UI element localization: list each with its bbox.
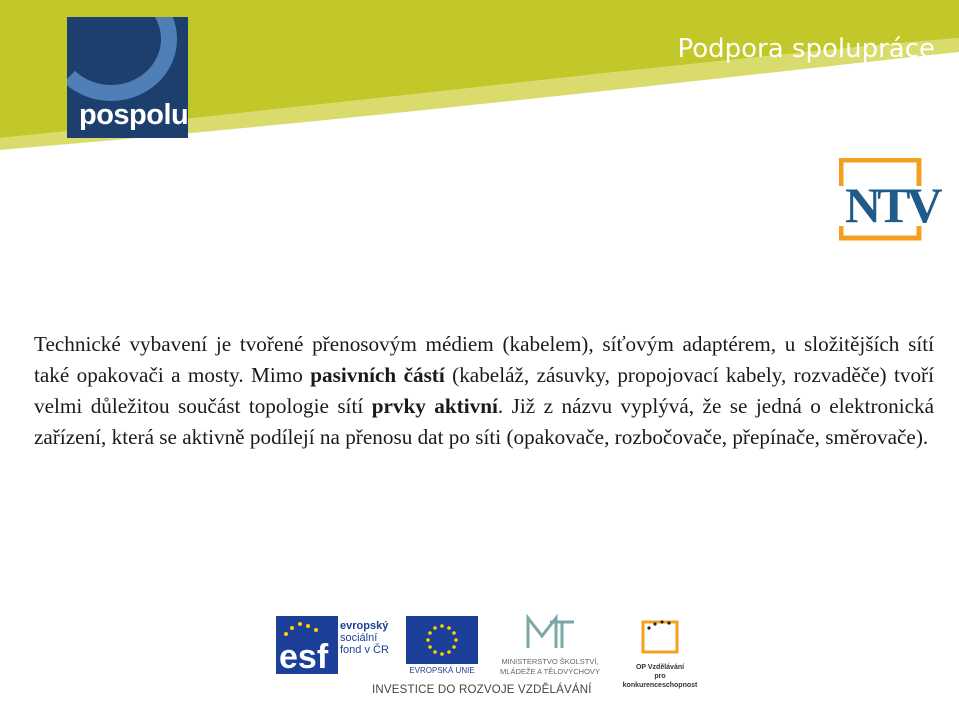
op-emblem-icon — [635, 614, 685, 658]
op-caption-2: pro konkurenceschopnost — [622, 673, 698, 689]
eu-caption: EVROPSKÁ UNIE — [409, 666, 475, 675]
body-paragraph — [34, 329, 934, 453]
esf-line-1: evropský — [340, 620, 389, 632]
bold-active-elements: prvky aktivní — [371, 394, 498, 418]
esf-logo — [276, 616, 398, 678]
op-caption-1: OP Vzdělávání — [635, 664, 685, 671]
msmt-caption-2: MLÁDEŽE A TĚLOVÝCHOVY — [500, 667, 600, 676]
ntv-logo-text: NTV — [845, 177, 939, 233]
eu-logo — [406, 616, 478, 674]
pospolu-logo-text: pospolu — [79, 99, 188, 131]
pospolu-logo — [67, 17, 188, 138]
esf-flag-icon — [276, 616, 338, 674]
bold-passive-parts: pasivních částí — [310, 363, 445, 387]
svg-text:esf: esf — [279, 638, 329, 674]
eu-flag-icon — [406, 616, 478, 664]
esf-line-3: fond v ČR — [340, 644, 389, 656]
msmt-caption-1: MINISTERSTVO ŠKOLSTVÍ, — [501, 657, 599, 666]
text-segment-3: . Již z názvu vyplývá, že se jedná o elektronická zařízení, která se aktivně podílejí na přenosu dat po síti (opakovače, rozbočovače, přepínače, směrovače). — [34, 394, 935, 449]
esf-line-2: sociální — [340, 632, 378, 644]
pospolu-arc-icon — [67, 17, 177, 101]
header-tagline — [677, 30, 935, 106]
ntv-logo — [839, 158, 949, 244]
tagline-line-1: Podpora spolupráce — [677, 34, 935, 64]
text-segment-1: Technické vybavení je tvořené přenosovým médiem (kabelem), síťovým adaptérem, u složitějších sítí také opakovači a mosty. Mimo — [34, 332, 934, 387]
op-logo — [620, 614, 700, 689]
investice-caption: INVESTICE DO ROZVOJE VZDĚLÁVÁNÍ — [372, 684, 592, 696]
msmt-emblem-icon — [520, 612, 580, 652]
esf-text — [340, 620, 389, 656]
tagline-line-2: škol a firem — [783, 72, 935, 102]
text-segment-2: (kabeláž, zásuvky, propojovací kabely, rozvaděče) tvoří velmi důležitou součást topologie sítí — [34, 363, 935, 418]
msmt-logo — [486, 612, 614, 678]
